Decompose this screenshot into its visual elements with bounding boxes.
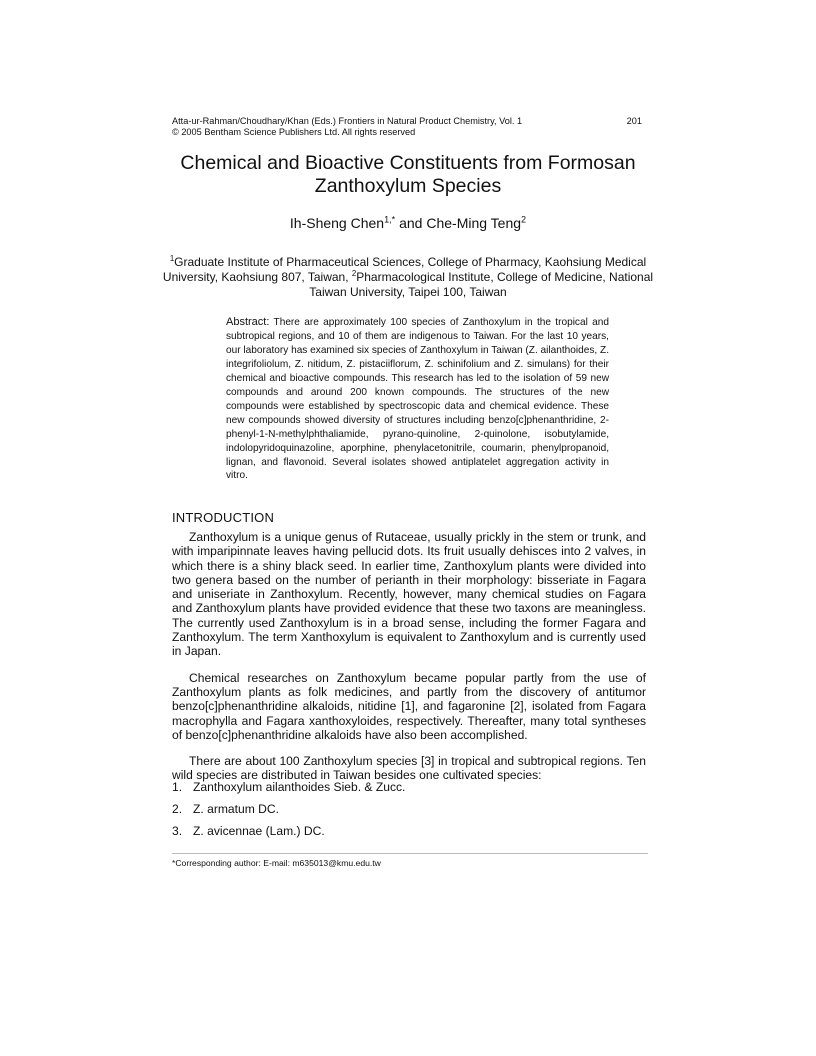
author-1-affiliation: 1,* — [384, 214, 396, 225]
list-number: 3. — [172, 824, 183, 838]
abstract — [226, 316, 609, 483]
list-item — [172, 780, 405, 802]
list-item — [172, 802, 405, 824]
footnote-divider — [172, 853, 648, 854]
section-heading-introduction: INTRODUCTION — [172, 510, 275, 525]
list-text: Z. avicennae (Lam.) DC. — [193, 824, 325, 838]
list-number: 1. — [172, 780, 183, 794]
abstract-text: There are approximately 100 species of Zanthoxylum in the tropical and subtropical regions, and 10 of them are indigenous to Taiwan. For the last 10 years, our laboratory has examined six species of Zanthoxylum in Taiwan (Z. ailanthoides, Z. integrifoliolum, Z. nitidum, Z. pistaciiflorum, Z. schinifolium and Z. simulans) for their chemical and bioactive compounds. This research has led to the isolation of 59 new compounds and around 200 known compounds. The structures of the new compounds were established by spectroscopic data and chemical evidence. These new compounds showed diversity of structures including benzo[c]phenanthridine, 2-phenyl-1-N-methylphthaliamide, pyrano-quinoline, 2-quinolone, isobutylamide, indolopyridoquinazoline, aporphine, phenylacetonitrile, coumarin, phenylpropanoid, lignan, and flavonoid. Several isolates showed antiplatelet aggregation activity in vitro. — [226, 317, 609, 482]
abstract-label: Abstract: — [226, 316, 270, 328]
list-text: Zanthoxylum ailanthoides Sieb. & Zucc. — [193, 780, 406, 794]
list-number: 2. — [172, 802, 183, 816]
affiliation-1: Graduate Institute of Pharmaceutical Sciences, College of Pharmacy, Kaohsiung Medical University, Kaohsiung 807, Taiwan, — [162, 255, 647, 284]
paragraph: Chemical researches on Zanthoxylum became popular partly from the use of Zanthoxylum plants as folk medicines, and partly from the discovery of antitumor benzo[c]phenanthridine alkaloids, nitidine [1], and fagaronine [2], isolated from Fagara macrophylla and Fagara xanthoxyloides, respectively. Thereafter, many total syntheses of benzo[c]phenanthridine alkaloids have also been accomplished. — [172, 670, 646, 742]
paragraph: Zanthoxylum is a unique genus of Rutaceae, usually prickly in the stem or trunk, and with imparipinnate leaves having pellucid dots. Its fruit usually dehisces into 2 valves, in which there is a shiny black seed. In earlier time, Zanthoxylum plants were divided into two genera based on the number of perianth in their morphology: bisseriate in Fagara and uniseriate in Zanthoxylum. Recently, however, many chemical studies on Fagara and Zanthoxylum plants have provided evidence that these two taxons are meaningless. The currently used Zanthoxylum is in a broad sense, including the former Fagara and Zanthoxylum. The term Xanthoxylum is equivalent to Zanthoxylum and is currently used in Japan. — [172, 530, 646, 659]
author-2: Che-Ming Teng — [426, 215, 522, 231]
list-text: Z. armatum DC. — [193, 802, 280, 816]
list-item — [172, 824, 405, 846]
species-list — [172, 780, 405, 846]
introduction-body — [172, 530, 646, 790]
affiliation-2: Pharmacological Institute, College of Medicine, National Taiwan University, Taipei 100, Taiwan — [309, 270, 654, 299]
footnote-corresponding-author: *Corresponding author: E-mail: m635013@kmu.edu.tw — [172, 858, 381, 868]
affiliations — [160, 255, 656, 300]
title-line-2: Zanthoxylum Species — [314, 175, 502, 197]
author-conjunction: and — [395, 215, 427, 231]
page-number: 201 — [626, 116, 642, 126]
paragraph: There are about 100 Zanthoxylum species [3] in tropical and subtropical regions. Ten wild species are distributed in Taiwan besides one cultivated species: — [172, 754, 646, 783]
author-1: Ih-Sheng Chen — [289, 215, 385, 231]
copyright-line: © 2005 Bentham Science Publishers Ltd. All rights reserved — [172, 127, 416, 137]
paper-title — [150, 152, 666, 198]
running-header — [172, 116, 642, 127]
author-2-affiliation: 2 — [521, 214, 527, 225]
title-line-1: Chemical and Bioactive Constituents from Formosan — [180, 152, 636, 174]
authors — [150, 215, 666, 231]
affiliation-2-marker: 2 — [351, 269, 357, 278]
affiliation-1-marker: 1 — [169, 254, 175, 263]
header-citation: Atta-ur-Rahman/Choudhary/Khan (Eds.) Frontiers in Natural Product Chemistry, Vol. 1 — [172, 116, 523, 126]
